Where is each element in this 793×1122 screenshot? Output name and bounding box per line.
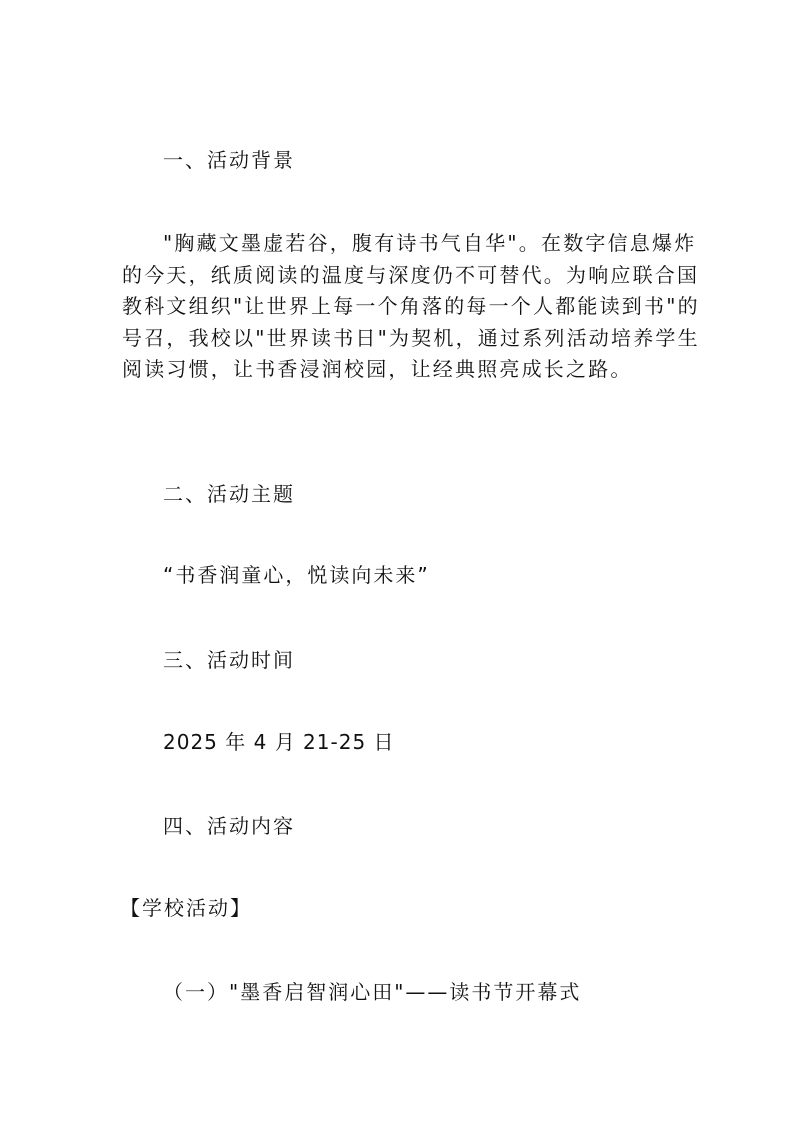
section-heading-content: 四、活动内容 (163, 814, 295, 838)
activity-item-1: （一）"墨香启智润心田"——读书节开幕式 (163, 980, 582, 1004)
school-activities-label: 【学校活动】 (120, 896, 252, 920)
paragraph-line: 教科文组织"让世界上每一个角落的每一个人都能读到书"的 (122, 294, 700, 318)
section-heading-background: 一、活动背景 (163, 148, 295, 172)
time-text: 2025 年 4 月 21-25 日 (163, 730, 395, 754)
section-heading-theme: 二、活动主题 (163, 482, 295, 506)
paragraph-line: "胸藏文墨虚若谷，腹有诗书气自华"。在数字信息爆炸 (163, 231, 697, 255)
section-heading-time: 三、活动时间 (163, 648, 295, 672)
paragraph-line: 阅读习惯，让书香浸润校园，让经典照亮成长之路。 (122, 357, 633, 381)
paragraph-line: 的今天，纸质阅读的温度与深度仍不可替代。为响应联合国 (122, 262, 700, 287)
paragraph-line: 号召，我校以"世界读书日"为契机，通过系列活动培养学生 (122, 325, 700, 350)
theme-text: “书香润童心，悦读向未来” (163, 563, 430, 587)
background-paragraph (122, 228, 700, 386)
